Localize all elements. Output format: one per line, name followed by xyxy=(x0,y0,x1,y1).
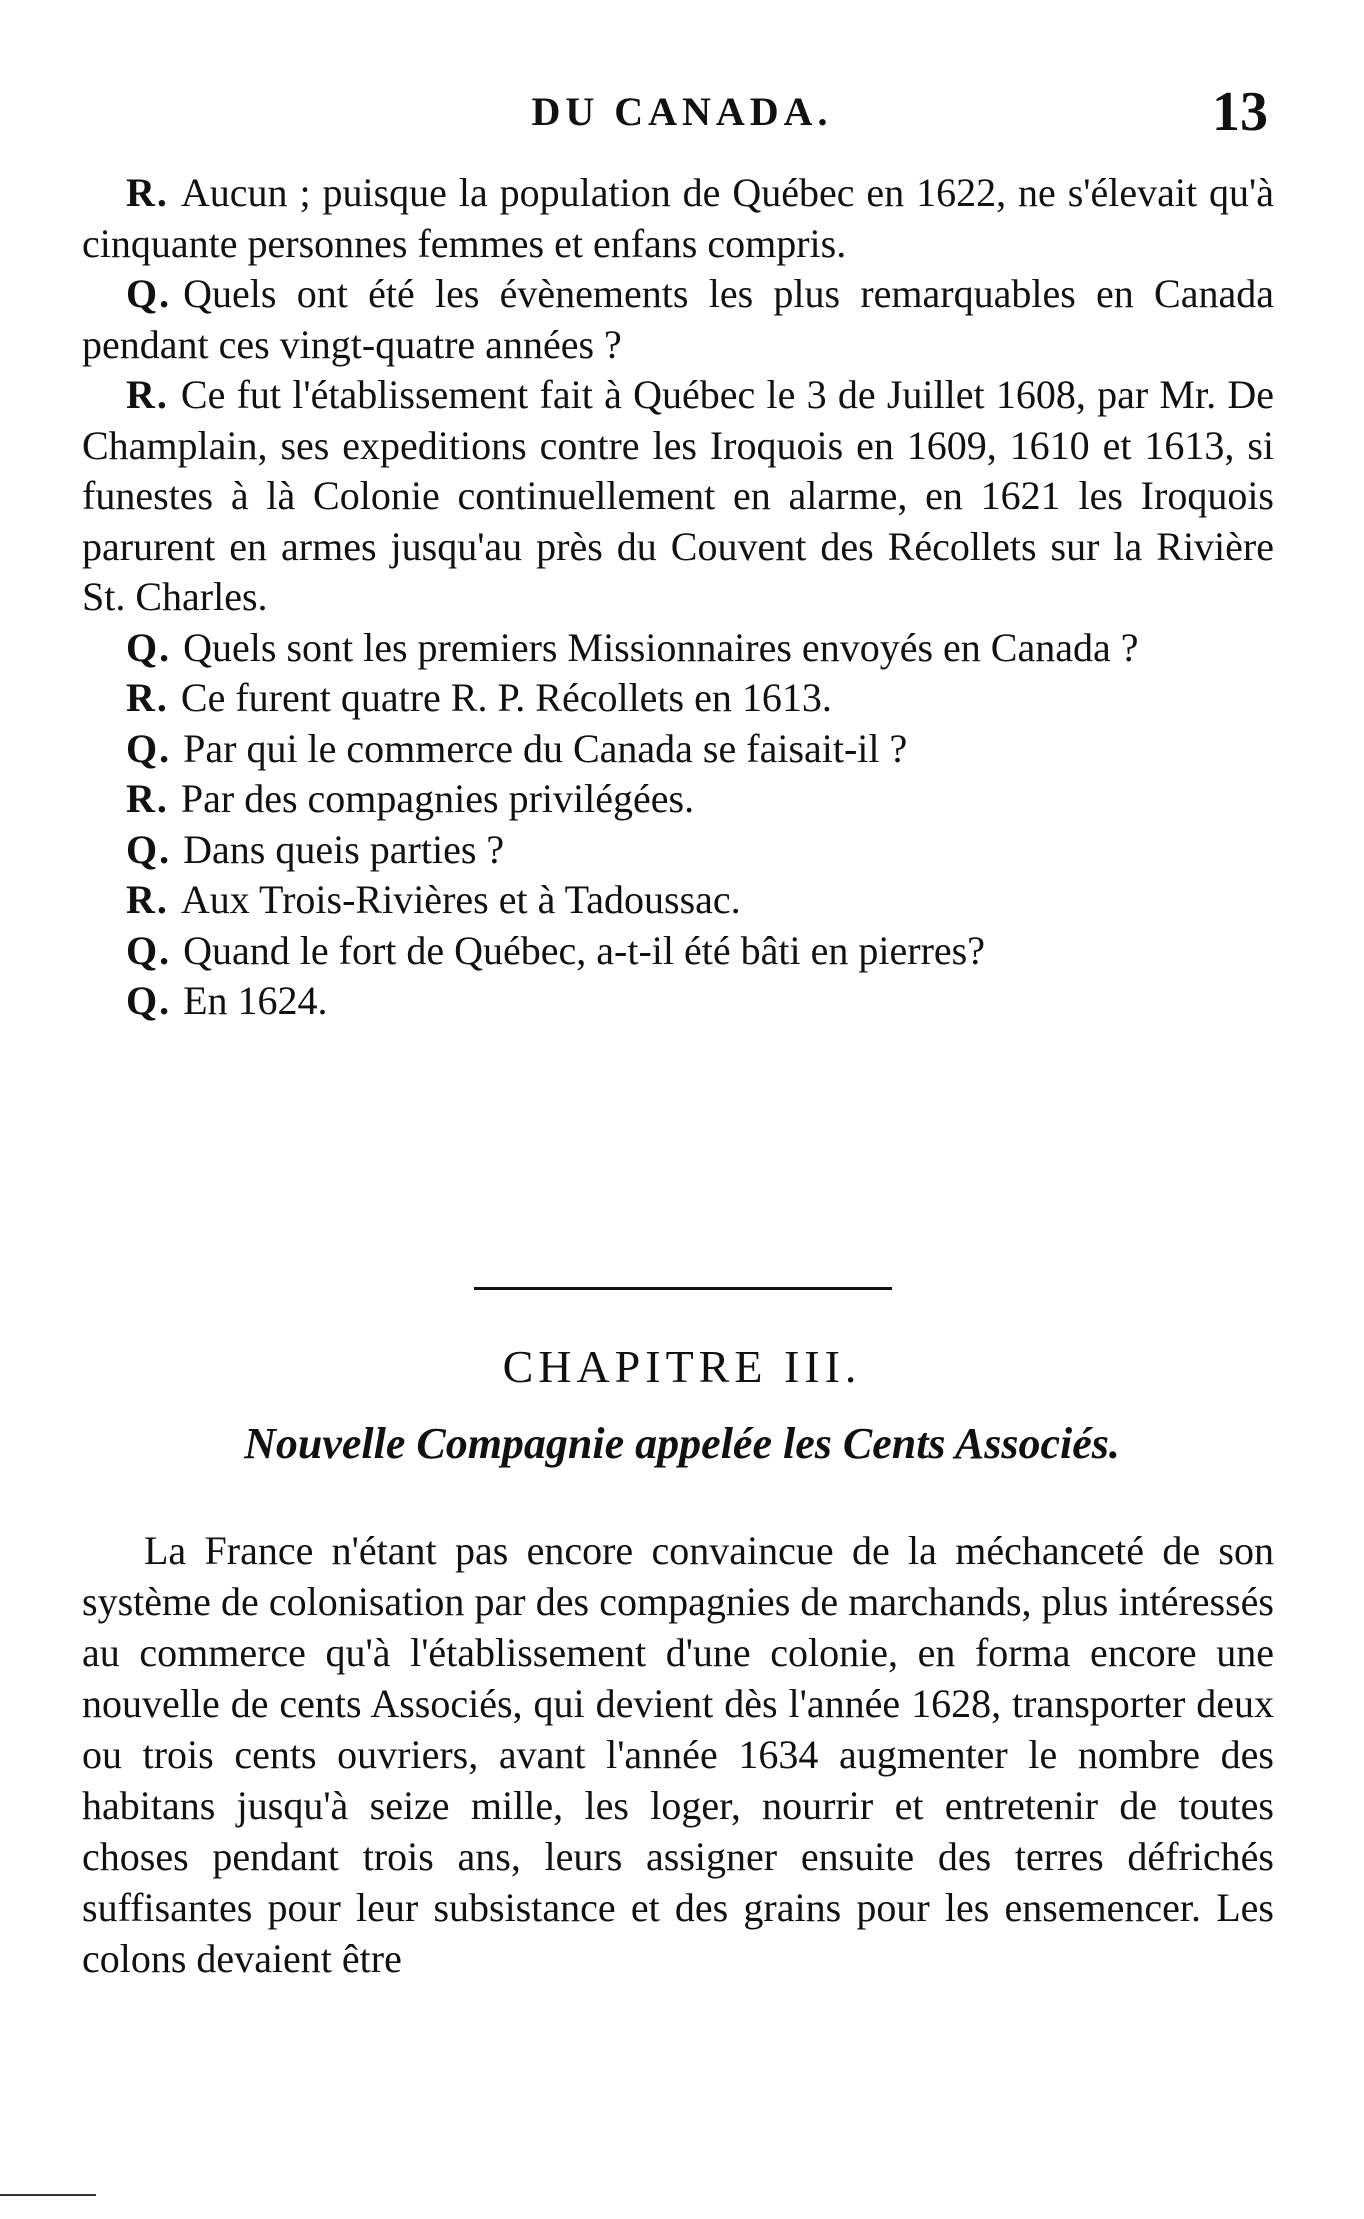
qa-text: Par des compagnies privilégées. xyxy=(180,776,695,821)
qa-text: Quels sont les premiers Missionnaires envoyés en Canada ? xyxy=(183,624,1139,670)
qa-text: Ce furent quatre R. P. Récollets en 1613. xyxy=(180,675,832,720)
page-number: 13 xyxy=(1212,81,1268,143)
qa-text: Quand le fort de Québec, a-t-il été bâti en pierres? xyxy=(183,927,985,973)
qa-item xyxy=(82,623,1274,674)
qa-item xyxy=(82,269,1274,370)
qa-tag: Q. xyxy=(126,826,172,872)
qa-tag: R. xyxy=(126,372,169,417)
qa-text: Par qui le commerce du Canada se faisait-il ? xyxy=(183,725,908,771)
qa-item xyxy=(82,370,1274,623)
qa-text: Ce fut l'établissement fait à Québec le 3 de Juillet 1608, par Mr. De Champlain, ses expeditions contre les Iroquois en 1609, 1610 et 1613, si funestes à là Colonie continuellement en alarme, en 1621 les Iroquois parurent en armes jusqu'au près du Couvent des Récollets sur la Rivière St. Charles. xyxy=(82,372,1274,619)
page-edge-mark xyxy=(0,2194,96,2196)
chapter-subtitle: Nouvelle Compagnie appelée les Cents Associés. xyxy=(244,1419,1120,1468)
qa-tag: Q. xyxy=(126,725,172,771)
qa-item xyxy=(82,774,1274,825)
qa-text: Aux Trois-Rivières et à Tadoussac. xyxy=(180,877,741,922)
qa-item xyxy=(82,168,1274,269)
running-title: DU CANADA. xyxy=(531,89,833,134)
qa-tag: R. xyxy=(126,877,169,922)
qa-tag: Q. xyxy=(126,978,172,1023)
qa-item xyxy=(82,875,1274,926)
qa-text: Quels ont été les évènements les plus remarquables en Canada pendant ces vingt-quatre années ? xyxy=(82,271,1274,367)
qa-item xyxy=(82,926,1274,977)
running-head xyxy=(0,80,1364,150)
chapter-paragraph: La France n'étant pas encore convaincue de la méchanceté de son système de colonisation par des compagnies de marchands, plus intéressés au commerce qu'à l'établissement d'une colonie, en forma encore une nouvelle de cents Associés, qui devient dès l'année 1628, transporter deux ou trois cents ouvriers, avant l'année 1634 augmenter le nombre des habitans jusqu'à seize mille, les loger, nourrir et entretenir de toutes choses pendant trois ans, leurs assigner ensuite des terres défrichés suffisantes pour leur subsistance et des grains pour les ensemencer. Les colons devaient être xyxy=(82,1528,1274,1981)
qa-tag: Q. xyxy=(126,271,172,316)
qa-tag: Q. xyxy=(126,624,172,670)
qa-item xyxy=(82,724,1274,775)
qa-item xyxy=(82,976,1274,1027)
qa-text: Aucun ; puisque la population de Québec en 1622, ne s'élevait qu'à cinquante personnes femmes et enfans compris. xyxy=(82,170,1274,266)
qa-tag: R. xyxy=(126,776,169,821)
section-divider xyxy=(474,1287,892,1290)
qa-tag: R. xyxy=(126,170,169,215)
qa-section xyxy=(82,168,1274,1027)
chapter-title: CHAPITRE III. xyxy=(502,1341,862,1392)
qa-tag: R. xyxy=(126,675,169,720)
qa-item xyxy=(82,673,1274,724)
qa-text: Dans queis parties ? xyxy=(183,826,505,872)
qa-item xyxy=(82,825,1274,876)
qa-tag: Q. xyxy=(126,927,172,973)
qa-text: En 1624. xyxy=(183,978,328,1023)
